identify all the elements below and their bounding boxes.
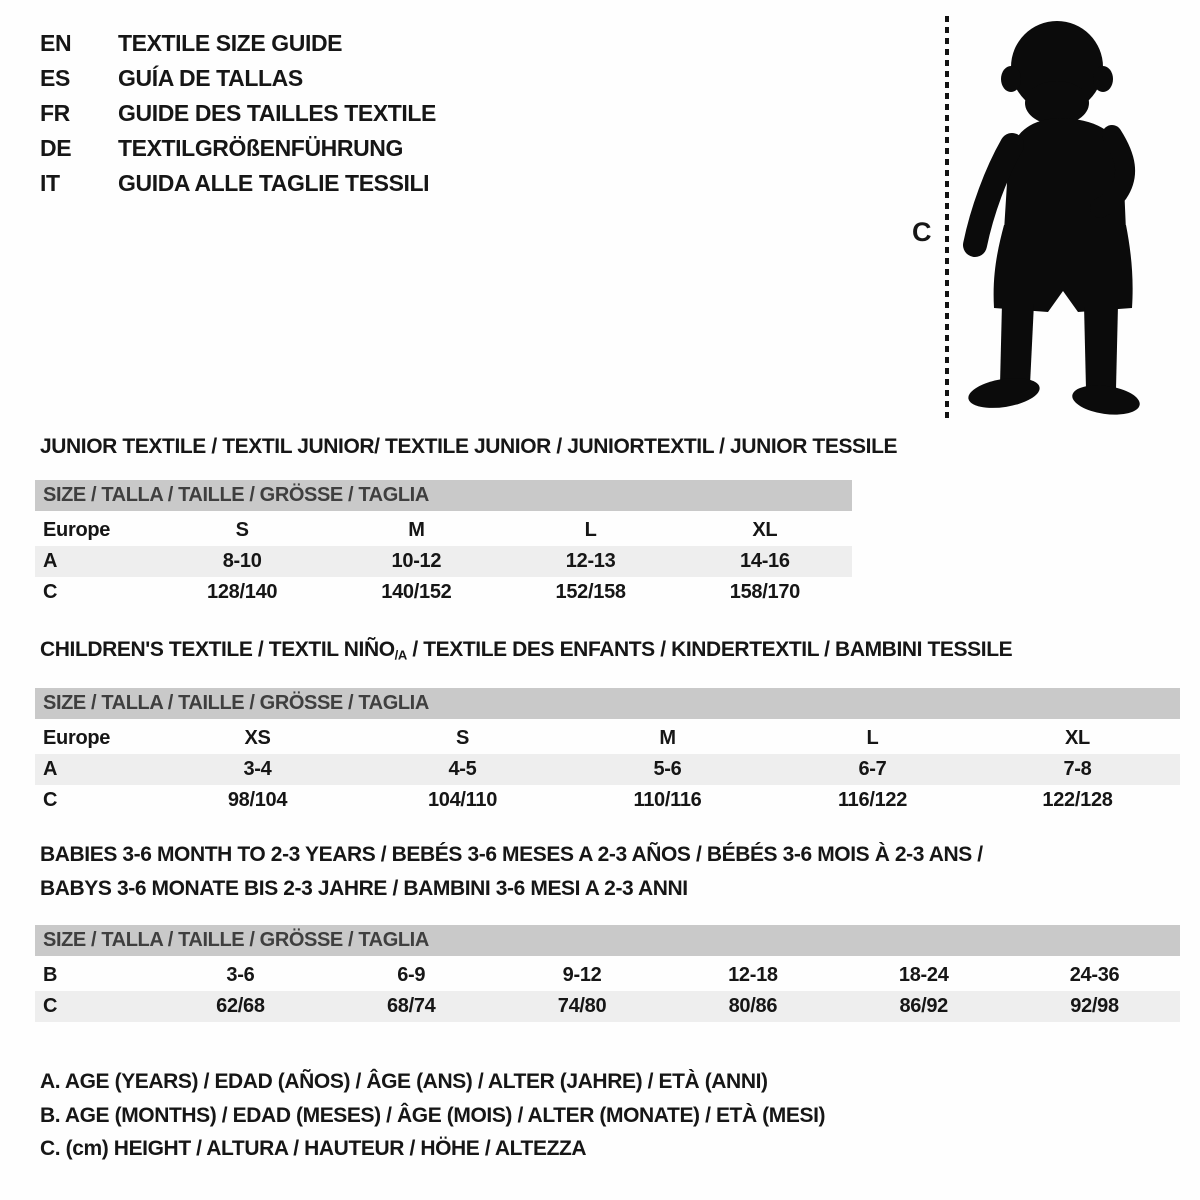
row-label: C (43, 995, 58, 1017)
row-label: Europe (43, 519, 111, 541)
language-title: GUÍA DE TALLAS (118, 65, 303, 91)
size-cell: 7-8 (1063, 758, 1092, 780)
language-row (40, 96, 436, 131)
language-row (40, 61, 436, 96)
table-row (35, 785, 1180, 816)
language-title: TEXTILE SIZE GUIDE (118, 30, 343, 56)
row-label: C (43, 581, 58, 603)
size-cell: 92/98 (1070, 995, 1119, 1017)
size-cell: 12-13 (565, 550, 616, 572)
table-row (35, 577, 852, 608)
size-cell: S (235, 519, 249, 541)
babies-size-table (35, 925, 1180, 1022)
size-cell: 74/80 (557, 995, 607, 1017)
children-size-table (35, 688, 1180, 816)
language-list (40, 26, 436, 201)
table-row (35, 960, 1180, 991)
size-cell: 62/68 (216, 995, 265, 1017)
language-row (40, 166, 436, 201)
legend-line-b: B. AGE (MONTHS) / EDAD (MESES) / ÂGE (MOIS) / ALTER (MONATE) / ETÀ (MESI) (40, 1104, 826, 1127)
size-cell: 6-9 (397, 964, 426, 986)
section-heading-children (40, 638, 1012, 663)
size-cell: 68/74 (386, 995, 436, 1017)
toddler-silhouette-icon (960, 14, 1145, 418)
size-cell: M (659, 727, 676, 749)
size-cell: 104/110 (427, 789, 498, 811)
table-row (35, 515, 852, 546)
row-label: A (43, 758, 58, 780)
height-measure-dashed-line (945, 16, 949, 418)
language-row (40, 131, 436, 166)
table-row (35, 723, 1180, 754)
language-row (40, 26, 436, 61)
size-cell: 3-4 (243, 758, 272, 780)
language-code: IT (40, 170, 60, 196)
language-code: EN (40, 30, 72, 56)
size-cell: 128/140 (207, 581, 278, 603)
size-cell: 86/92 (899, 995, 948, 1017)
size-cell: 10-12 (391, 550, 442, 572)
row-label: Europe (43, 727, 111, 749)
children-heading-sub: /A (394, 647, 407, 663)
language-code: ES (40, 65, 70, 91)
size-cell: XL (752, 519, 778, 541)
size-cell: 3-6 (226, 964, 255, 986)
size-cell: 18-24 (898, 964, 949, 986)
size-cell: 122/128 (1042, 789, 1113, 811)
size-cell: L (866, 727, 879, 749)
size-cell: 4-5 (448, 758, 477, 780)
size-cell: 12-18 (728, 964, 778, 986)
table-row (35, 546, 852, 577)
size-header-bar: SIZE / TALLA / TAILLE / GRÖSSE / TAGLIA (35, 480, 852, 511)
size-header-bar: SIZE / TALLA / TAILLE / GRÖSSE / TAGLIA (35, 925, 1180, 956)
row-label: A (43, 550, 58, 572)
size-cell: 140/152 (381, 581, 452, 603)
size-header-bar: SIZE / TALLA / TAILLE / GRÖSSE / TAGLIA (35, 688, 1180, 719)
legend-line-a: A. AGE (YEARS) / EDAD (AÑOS) / ÂGE (ANS) / ALTER (JAHRE) / ETÀ (ANNI) (40, 1070, 768, 1093)
language-code: DE (40, 135, 72, 161)
language-title: GUIDE DES TAILLES TEXTILE (118, 100, 436, 126)
size-cell: 5-6 (653, 758, 682, 780)
table-row (35, 991, 1180, 1022)
size-cell: 14-16 (740, 550, 790, 572)
junior-size-table (35, 480, 852, 608)
size-cell: 9-12 (562, 964, 602, 986)
size-cell: L (584, 519, 597, 541)
language-title: GUIDA ALLE TAGLIE TESSILI (118, 170, 430, 196)
size-cell: 8-10 (222, 550, 262, 572)
size-cell: S (455, 727, 470, 749)
size-cell: 6-7 (858, 758, 887, 780)
language-code: FR (40, 100, 70, 126)
size-cell: 158/170 (729, 581, 800, 603)
children-heading-pre: CHILDREN'S TEXTILE / TEXTIL NIÑO (40, 638, 395, 661)
size-cell: 24-36 (1069, 964, 1120, 986)
size-cell: M (408, 519, 425, 541)
section-heading-junior: JUNIOR TEXTILE / TEXTIL JUNIOR/ TEXTILE JUNIOR / JUNIORTEXTIL / JUNIOR TESSILE (40, 435, 898, 458)
size-cell: 80/86 (728, 995, 778, 1017)
measure-label-c: C (912, 217, 932, 247)
legend-line-c: C. (cm) HEIGHT / ALTURA / HAUTEUR / HÖHE / ALTEZZA (40, 1137, 587, 1160)
section-heading-babies-line2: BABYS 3-6 MONATE BIS 2-3 JAHRE / BAMBINI 3-6 MESI A 2-3 ANNI (40, 877, 688, 900)
table-row (35, 754, 1180, 785)
size-cell: 116/122 (837, 789, 908, 811)
row-label: B (43, 964, 58, 986)
section-heading-babies-line1: BABIES 3-6 MONTH TO 2-3 YEARS / BEBÉS 3-6 MESES A 2-3 AÑOS / BÉBÉS 3-6 MOIS À 2-3 ANS / (40, 843, 983, 866)
size-cell: XS (244, 727, 271, 749)
size-cell: 98/104 (227, 789, 288, 811)
size-cell: 152/158 (555, 581, 626, 603)
children-heading-post: / TEXTILE DES ENFANTS / KINDERTEXTIL / BAMBINI TESSILE (406, 638, 1013, 661)
language-title: TEXTILGRÖßENFÜHRUNG (118, 135, 403, 161)
size-cell: XL (1065, 727, 1090, 749)
row-label: C (43, 789, 58, 811)
size-cell: 110/116 (633, 789, 702, 811)
